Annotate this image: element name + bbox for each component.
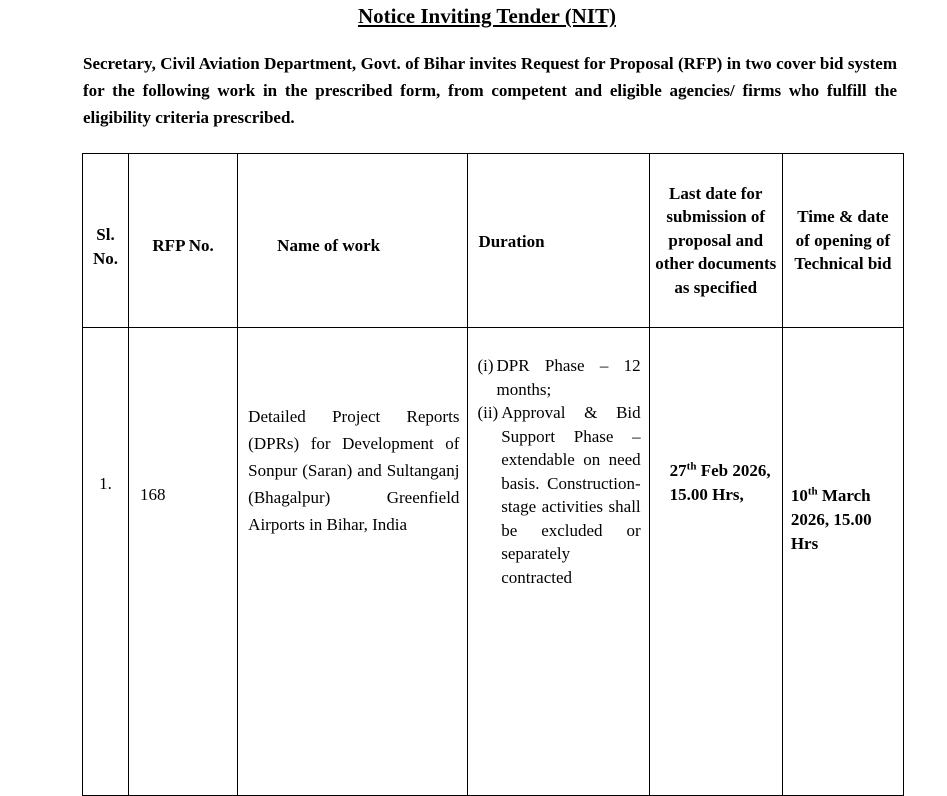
cell-last-date: [649, 328, 782, 796]
cell-name-of-work: Detailed Project Reports (DPRs) for Development of Sonpur (Saran) and Sultanganj (Bhagalpur) Greenfield Airports in Bihar, India: [238, 328, 468, 796]
last-date-rest: Feb 2026, 15.00 Hrs,: [669, 461, 771, 504]
table-row: [83, 328, 904, 796]
duration-item-1: [477, 354, 640, 401]
cell-opening-date: [782, 328, 903, 796]
header-last-date: Last date for submission of proposal and other documents as specified: [649, 154, 782, 328]
opening-date-day: 10: [790, 486, 808, 505]
page-title: Notice Inviting Tender (NIT): [357, 4, 617, 28]
header-duration: Duration: [468, 154, 649, 328]
header-name-of-work: Name of work: [238, 154, 468, 328]
header-rfp-no: RFP No.: [129, 154, 238, 328]
intro-paragraph: Secretary, Civil Aviation Department, Govt. of Bihar invites Request for Proposal (RFP) in two cover bid system for the following work in the prescribed form, from competent and eligible agencies/ firms who fulfill the eligibility criteria prescribed.: [83, 54, 897, 127]
duration-item-1-number: (i): [477, 356, 494, 375]
duration-item-2-number: (ii): [477, 403, 499, 422]
duration-item-1-text: DPR Phase – 12 months;: [496, 356, 641, 399]
header-opening-date: Time & date of opening of Technical bid: [782, 154, 903, 328]
header-sl-no: Sl. No.: [83, 154, 129, 328]
cell-sl-no: 1.: [83, 328, 129, 796]
cell-rfp-no: 168: [129, 328, 238, 796]
opening-date-suffix: th: [807, 485, 818, 498]
tender-table: [82, 153, 904, 796]
last-date-suffix: th: [686, 460, 697, 473]
table-header-row: [83, 154, 904, 328]
last-date-day: 27: [669, 461, 687, 480]
duration-item-2: [477, 401, 640, 589]
opening-date-rest: March 2026, 15.00 Hrs: [790, 486, 872, 553]
cell-duration: [468, 328, 649, 796]
duration-item-2-text: Approval & Bid Support Phase – extendable on need basis. Construction-stage activities shall be excluded or separately contracted: [501, 403, 641, 587]
